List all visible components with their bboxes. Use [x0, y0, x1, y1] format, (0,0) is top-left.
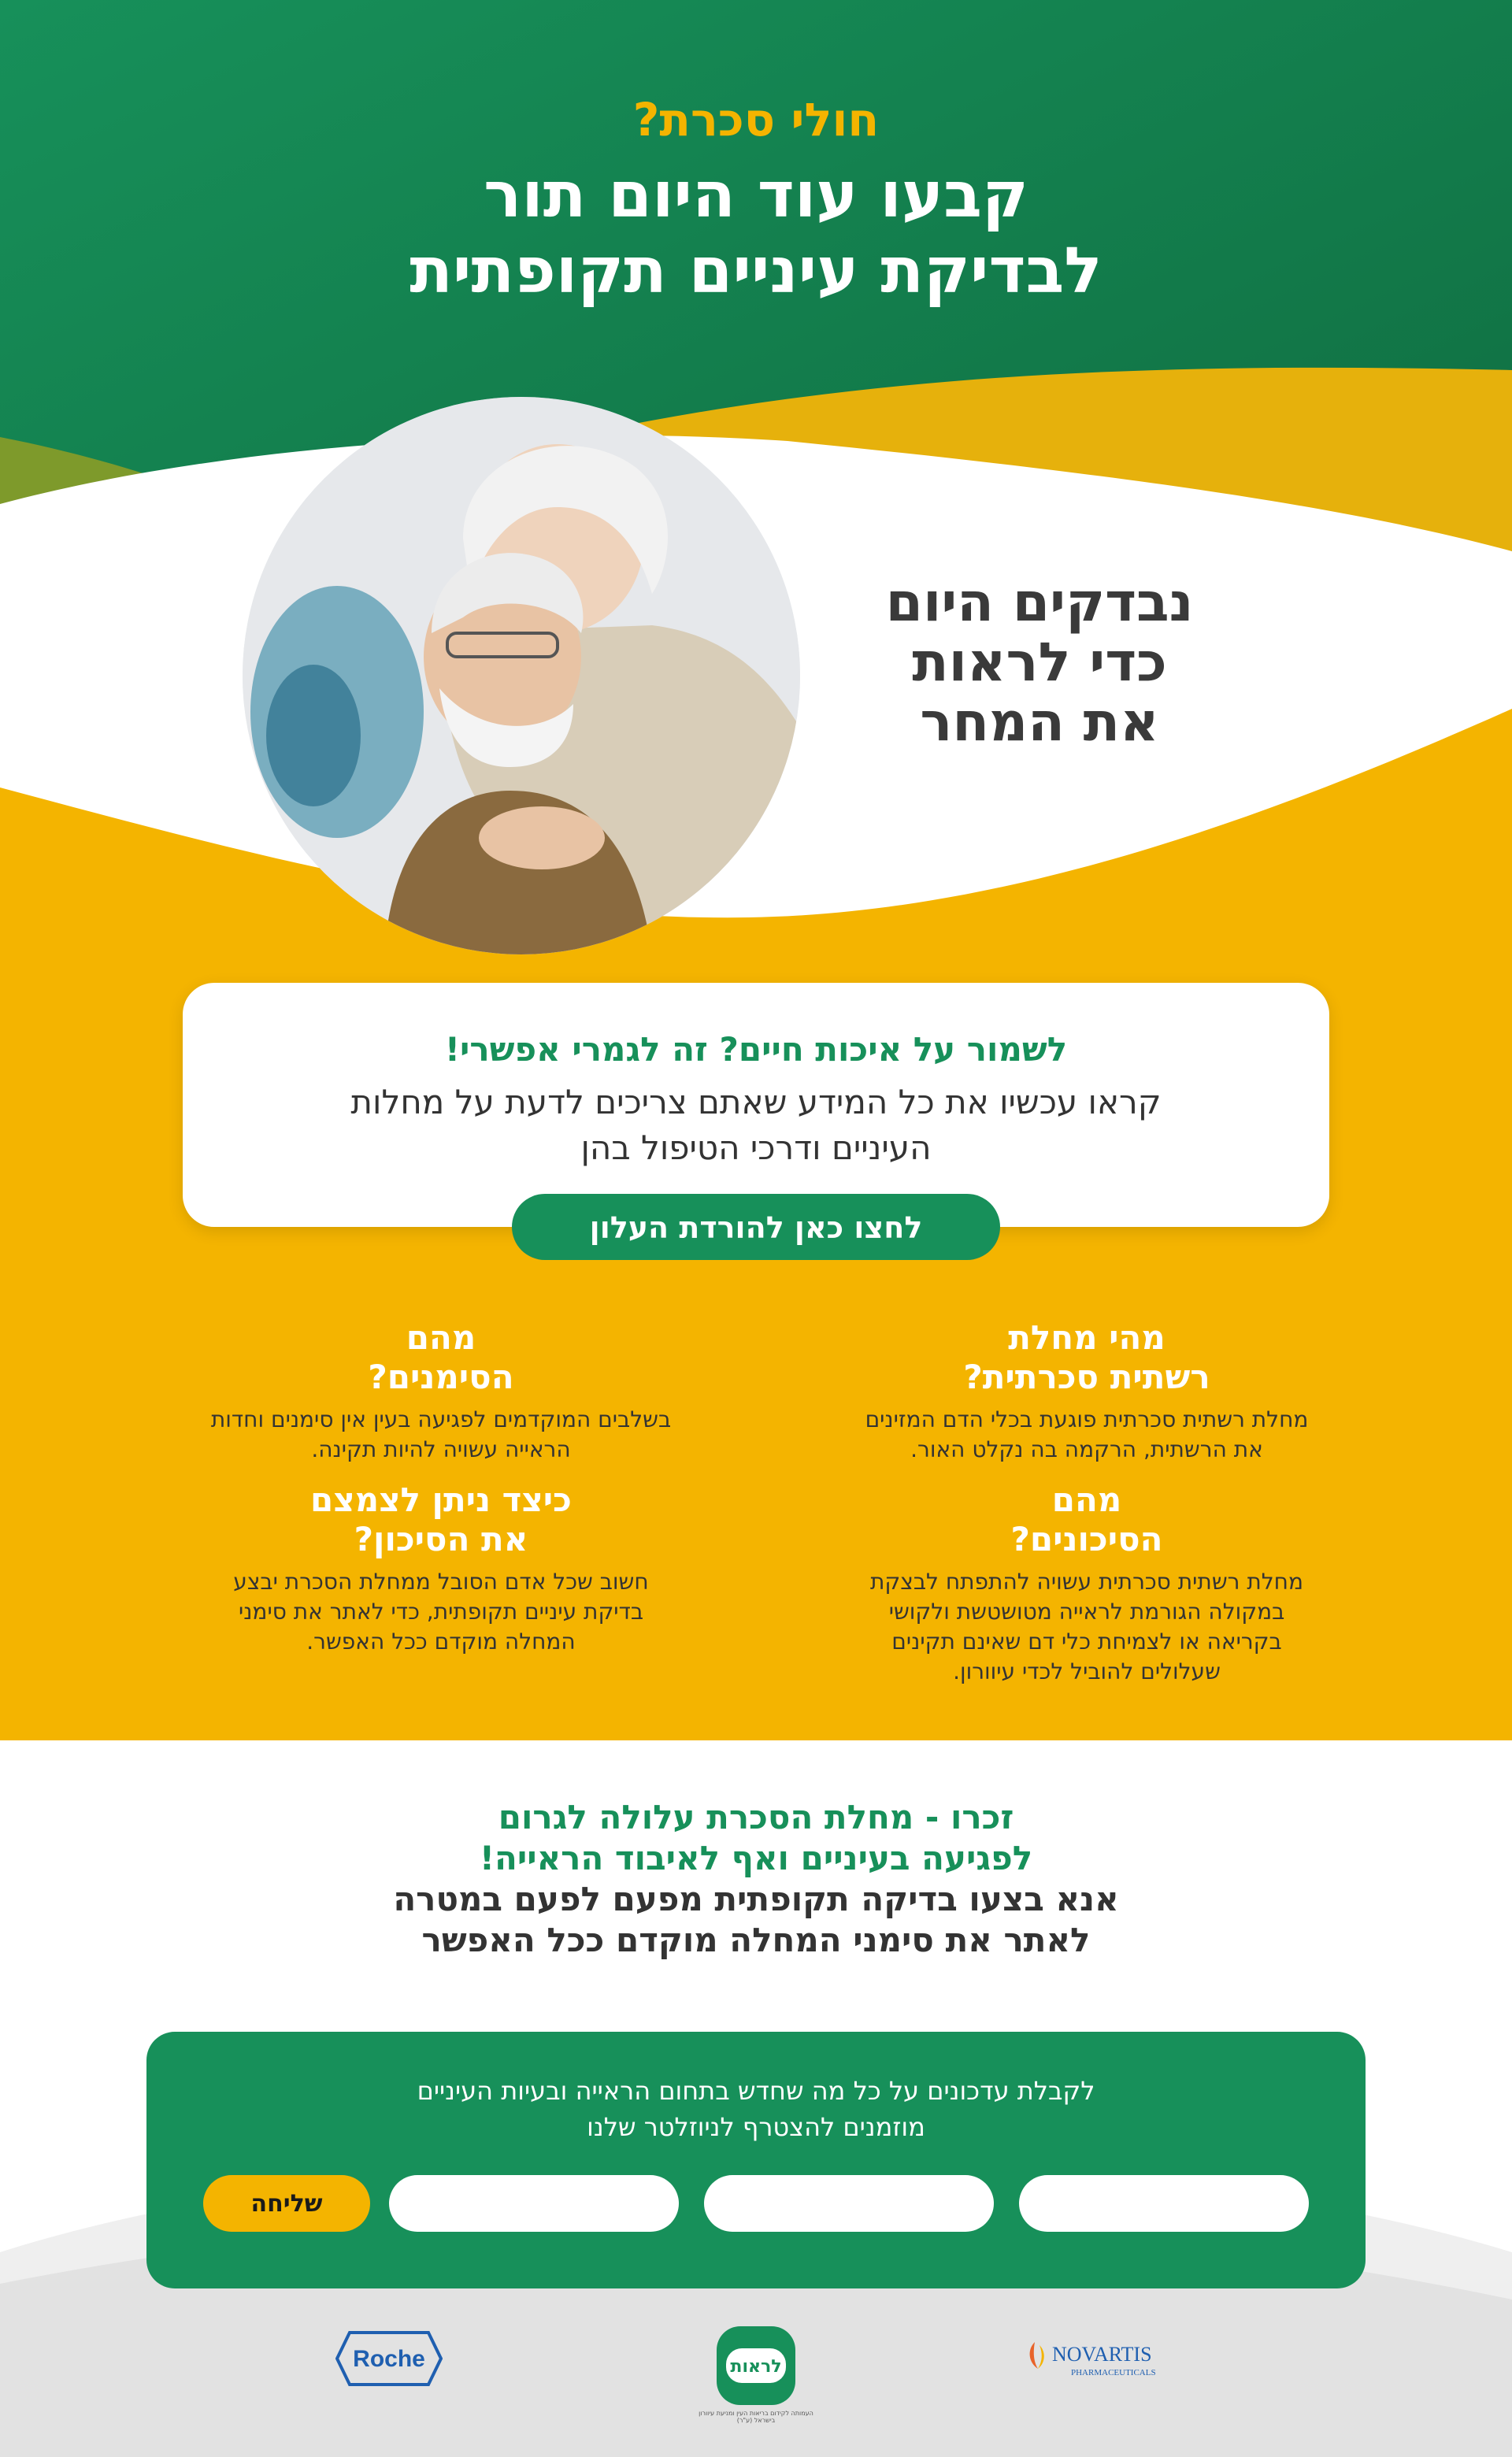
newsletter-text-line-1: לקבלת עדכונים על כל מה שחדש בתחום הראייה ובעיות העיניים	[417, 2076, 1095, 2106]
reminder-advice-line-1: אנא בצעו בדיקה תקופתית מפעם לפעם במטרה	[393, 1880, 1119, 1918]
faq-question-line: מהם	[406, 1318, 476, 1357]
newsletter-input-1[interactable]	[1019, 2175, 1309, 2232]
lirot-logo-text: לראות	[730, 2357, 782, 2377]
info-card	[183, 983, 1329, 1227]
tagline-line-3: את המחר	[920, 691, 1159, 754]
newsletter-input-3[interactable]	[389, 2175, 679, 2232]
faq-item-reduce-risk	[173, 1480, 709, 1657]
faq-answer: מחלת רשתית סכרתית פוגעת בכלי הדם המזינים את הרשתית, הרקמה בה נקלט האור.	[865, 1406, 1309, 1462]
faq-question-line: מהי מחלת	[1008, 1318, 1166, 1357]
hero-title-line-2: לבדיקת עיניים תקופתית	[410, 234, 1102, 307]
download-brochure-button[interactable]: לחצו כאן להורדת העלון	[512, 1194, 1000, 1260]
faq-question-line: הסיכונים?	[1010, 1520, 1163, 1558]
newsletter-form	[146, 2032, 1366, 2288]
tagline-line-2: כדי לראות	[912, 632, 1167, 694]
faq-answer: חשוב שכל אדם הסובל ממחלת הסכרת יבצע בדיקת עיניים תקופתית, כדי לאתר את סימני המחלה מוקדם ככל האפשר.	[233, 1569, 649, 1655]
faq-item-what-is	[819, 1318, 1354, 1465]
hero-title-line-1: קבעו עוד היום תור	[484, 158, 1028, 232]
faq-question-line: רשתית סכרתית?	[963, 1358, 1210, 1396]
hero-eyebrow: חולי סכרת?	[632, 93, 880, 146]
tagline-line-1: נבדקים היום	[885, 572, 1194, 634]
info-card-heading: לשמור על איכות חיים? זה לגמרי אפשרי!	[444, 1030, 1068, 1069]
faq-question-line: מהם	[1051, 1480, 1122, 1519]
faq-question-line: את הסיכון?	[354, 1520, 528, 1558]
newsletter-send-button[interactable]: שליחה	[203, 2175, 370, 2232]
newsletter-text	[146, 2073, 1366, 2145]
faq-question	[819, 1318, 1354, 1397]
faq-item-symptoms	[173, 1318, 709, 1465]
newsletter-input-2[interactable]	[704, 2175, 994, 2232]
roche-logo	[335, 2331, 443, 2386]
reminder-advice-line-2: לאתר את סימני המחלה מוקדם ככל האפשר	[421, 1921, 1091, 1959]
faq-question	[173, 1480, 709, 1559]
reminder-warning-line-1: זכרו - מחלת הסכרת עלולה לגרום	[498, 1798, 1014, 1836]
faq-question	[819, 1480, 1354, 1559]
faq-question	[173, 1318, 709, 1397]
couple-photo	[243, 397, 800, 954]
novartis-logo-text: NOVARTIS	[1052, 2343, 1152, 2366]
roche-logo-text: Roche	[353, 2346, 425, 2372]
faq-answer: בשלבים המוקדמים לפגיעה בעין אין סימנים וחדות הראייה עשויה להיות תקינה.	[210, 1406, 672, 1462]
reminder-block	[0, 1797, 1512, 1961]
novartis-logo	[1024, 2334, 1181, 2381]
faq-answer: מחלת רשתית סכרתית עשויה להתפתח לבצקת במקולה הגורמת לראייה מטושטשת ולקושי בקריאה או לצמיחת כלי דם שאינם תקינים שעלולים להוביל לכדי עיוורון.	[869, 1569, 1303, 1684]
info-card-body: קראו עכשיו את כל המידע שאתם צריכים לדעת על מחלות העיניים ודרכי הטיפול בהן	[350, 1083, 1162, 1167]
reminder-warning-line-2: לפגיעה בעיניים ואף לאיבוד הראייה!	[479, 1839, 1033, 1877]
novartis-logo-subtext: PHARMACEUTICALS	[1071, 2368, 1156, 2377]
tagline	[850, 573, 1228, 753]
hero-title	[0, 158, 1512, 309]
newsletter-text-line-2: מוזמנים להצטרף לניוזלטר שלנו	[587, 2112, 925, 2142]
faq-item-risks	[819, 1480, 1354, 1687]
faq-question-line: כיצד ניתן לצמצם	[310, 1480, 572, 1519]
faq-question-line: הסימנים?	[368, 1358, 514, 1396]
lirot-logo	[709, 2318, 803, 2413]
lirot-logo-subtitle: העמותה לקידום בריאות העין ומניעת עיוורון בישראל (ע"ר)	[699, 2410, 813, 2424]
